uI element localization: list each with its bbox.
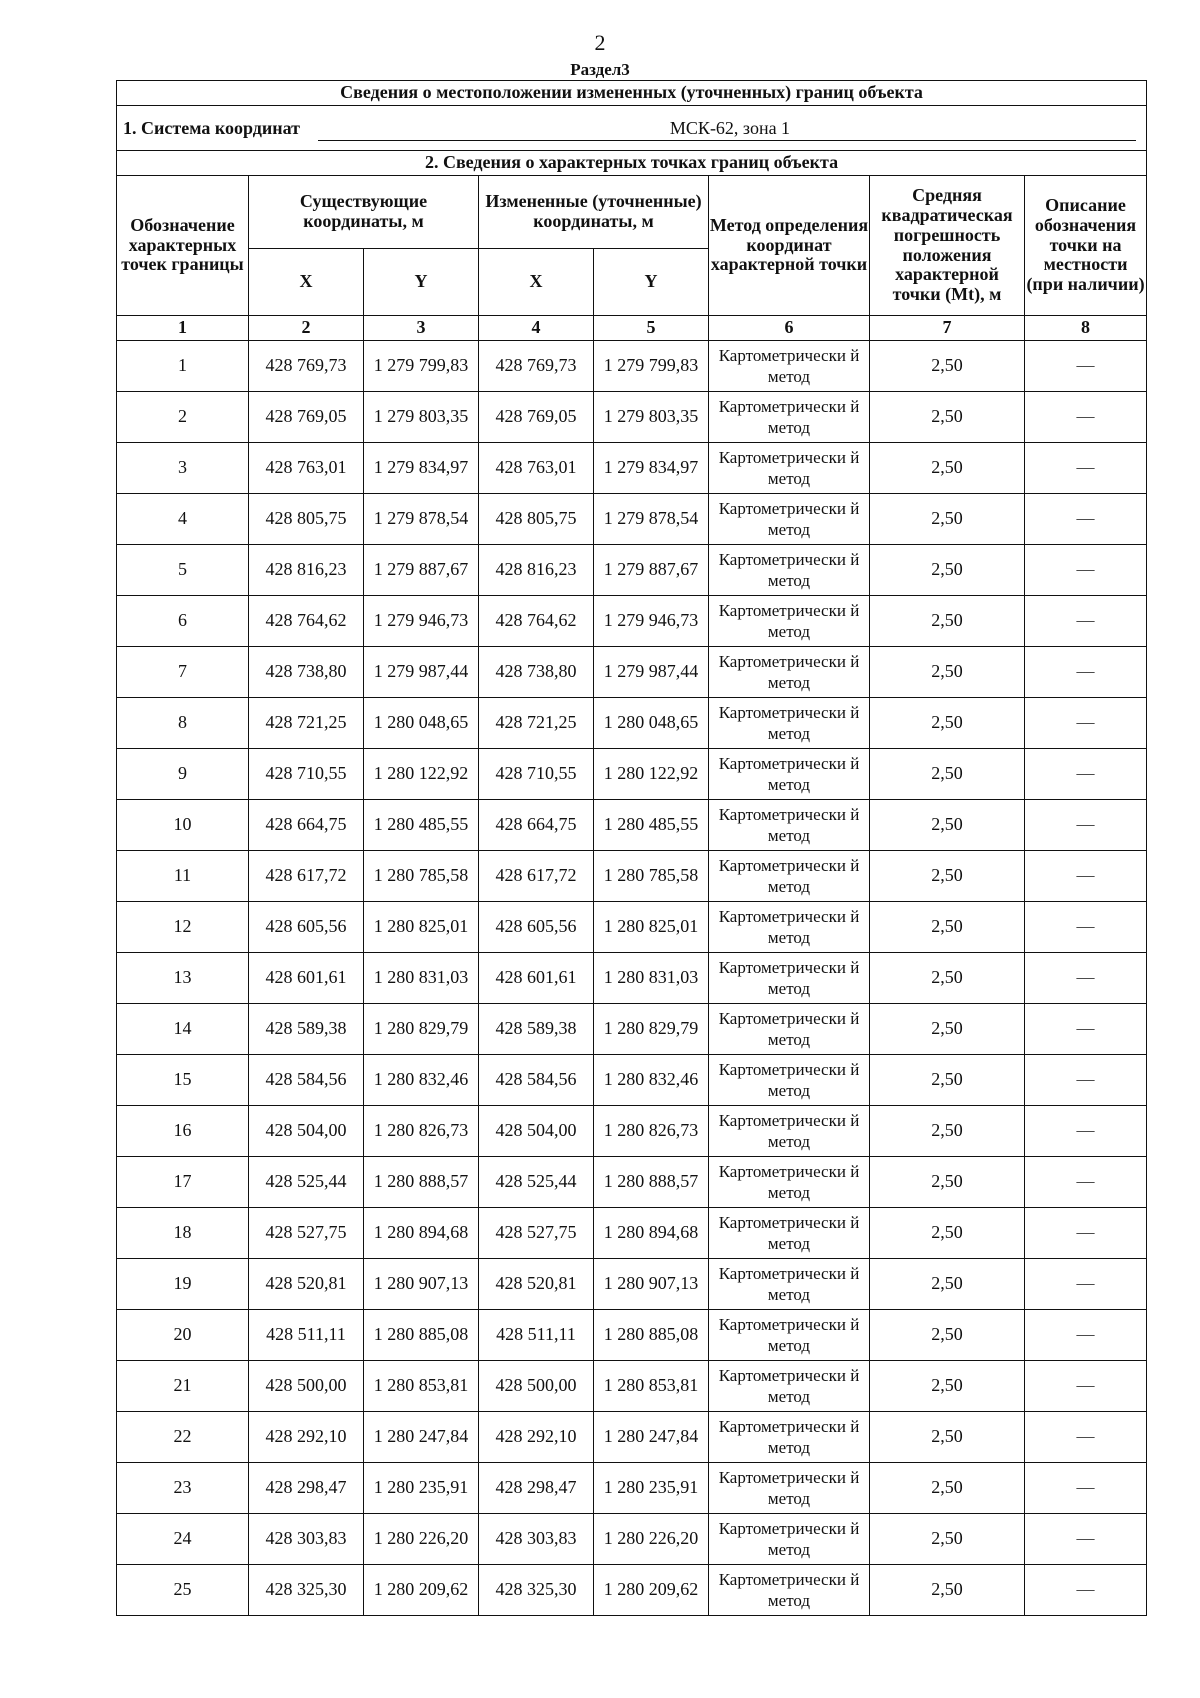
column-number: 7 [870, 316, 1025, 341]
column-number: 5 [594, 316, 709, 341]
existing-y-cell: 1 280 785,58 [364, 851, 479, 902]
table-row [117, 494, 1147, 545]
point-number-cell: 22 [117, 1412, 249, 1463]
description-cell: — [1025, 443, 1147, 494]
error-mt-cell: 2,50 [870, 1310, 1025, 1361]
changed-x-cell: 428 738,80 [479, 647, 594, 698]
method-cell: Картометрически й метод [709, 749, 870, 800]
changed-y-cell: 1 280 829,79 [594, 1004, 709, 1055]
changed-y-cell: 1 280 122,92 [594, 749, 709, 800]
point-number-cell: 11 [117, 851, 249, 902]
header-existing: Существующие координаты, м [249, 176, 479, 249]
changed-y-cell: 1 280 235,91 [594, 1463, 709, 1514]
existing-x-cell: 428 763,01 [249, 443, 364, 494]
changed-y-cell: 1 280 825,01 [594, 902, 709, 953]
existing-x-cell: 428 520,81 [249, 1259, 364, 1310]
error-mt-cell: 2,50 [870, 1208, 1025, 1259]
existing-x-cell: 428 710,55 [249, 749, 364, 800]
error-mt-cell: 2,50 [870, 1259, 1025, 1310]
column-number: 3 [364, 316, 479, 341]
table-row [117, 749, 1147, 800]
point-number-cell: 19 [117, 1259, 249, 1310]
existing-y-cell: 1 280 235,91 [364, 1463, 479, 1514]
existing-y-cell: 1 280 048,65 [364, 698, 479, 749]
changed-x-cell: 428 325,30 [479, 1565, 594, 1616]
table-row [117, 1106, 1147, 1157]
changed-y-cell: 1 280 831,03 [594, 953, 709, 1004]
point-number-cell: 24 [117, 1514, 249, 1565]
existing-y-cell: 1 280 831,03 [364, 953, 479, 1004]
table-row [117, 1157, 1147, 1208]
table-row [117, 1412, 1147, 1463]
method-cell: Картометрически й метод [709, 1412, 870, 1463]
changed-y-cell: 1 280 853,81 [594, 1361, 709, 1412]
changed-x-cell: 428 601,61 [479, 953, 594, 1004]
existing-x-cell: 428 601,61 [249, 953, 364, 1004]
point-number-cell: 25 [117, 1565, 249, 1616]
changed-y-cell: 1 280 826,73 [594, 1106, 709, 1157]
error-mt-cell: 2,50 [870, 1361, 1025, 1412]
changed-x-cell: 428 584,56 [479, 1055, 594, 1106]
point-number-cell: 9 [117, 749, 249, 800]
existing-y-cell: 1 280 226,20 [364, 1514, 479, 1565]
existing-x-cell: 428 500,00 [249, 1361, 364, 1412]
error-mt-cell: 2,50 [870, 545, 1025, 596]
table-row [117, 1259, 1147, 1310]
existing-x-cell: 428 617,72 [249, 851, 364, 902]
method-cell: Картометрически й метод [709, 1463, 870, 1514]
changed-x-cell: 428 520,81 [479, 1259, 594, 1310]
point-number-cell: 4 [117, 494, 249, 545]
changed-y-cell: 1 280 888,57 [594, 1157, 709, 1208]
existing-x-cell: 428 292,10 [249, 1412, 364, 1463]
description-cell: — [1025, 698, 1147, 749]
existing-y-cell: 1 279 799,83 [364, 341, 479, 392]
existing-x-cell: 428 298,47 [249, 1463, 364, 1514]
changed-y-cell: 1 279 803,35 [594, 392, 709, 443]
changed-y-cell: 1 280 885,08 [594, 1310, 709, 1361]
existing-x-cell: 428 721,25 [249, 698, 364, 749]
table-row [117, 1361, 1147, 1412]
changed-y-cell: 1 280 907,13 [594, 1259, 709, 1310]
error-mt-cell: 2,50 [870, 749, 1025, 800]
error-mt-cell: 2,50 [870, 1157, 1025, 1208]
existing-x-cell: 428 504,00 [249, 1106, 364, 1157]
point-number-cell: 6 [117, 596, 249, 647]
error-mt-cell: 2,50 [870, 1412, 1025, 1463]
description-cell: — [1025, 1004, 1147, 1055]
existing-x-cell: 428 584,56 [249, 1055, 364, 1106]
existing-y-cell: 1 280 829,79 [364, 1004, 479, 1055]
existing-y-cell: 1 280 247,84 [364, 1412, 479, 1463]
table-row [117, 1004, 1147, 1055]
error-mt-cell: 2,50 [870, 698, 1025, 749]
changed-x-cell: 428 664,75 [479, 800, 594, 851]
error-mt-cell: 2,50 [870, 1514, 1025, 1565]
changed-y-cell: 1 280 226,20 [594, 1514, 709, 1565]
changed-y-cell: 1 279 799,83 [594, 341, 709, 392]
description-cell: — [1025, 851, 1147, 902]
table-row [117, 1565, 1147, 1616]
error-mt-cell: 2,50 [870, 902, 1025, 953]
error-mt-cell: 2,50 [870, 953, 1025, 1004]
header-existing-x: X [249, 249, 364, 316]
header-changed-y: Y [594, 249, 709, 316]
point-number-cell: 16 [117, 1106, 249, 1157]
changed-x-cell: 428 511,11 [479, 1310, 594, 1361]
existing-x-cell: 428 664,75 [249, 800, 364, 851]
error-mt-cell: 2,50 [870, 800, 1025, 851]
point-number-cell: 18 [117, 1208, 249, 1259]
existing-y-cell: 1 280 853,81 [364, 1361, 479, 1412]
description-cell: — [1025, 1514, 1147, 1565]
existing-x-cell: 428 325,30 [249, 1565, 364, 1616]
method-cell: Картометрически й метод [709, 1310, 870, 1361]
changed-x-cell: 428 500,00 [479, 1361, 594, 1412]
method-cell: Картометрически й метод [709, 1208, 870, 1259]
coord-system-row [117, 106, 1147, 151]
existing-y-cell: 1 279 987,44 [364, 647, 479, 698]
existing-y-cell: 1 280 826,73 [364, 1106, 479, 1157]
column-number: 2 [249, 316, 364, 341]
coord-system-label: 1. Система координат [123, 117, 300, 138]
changed-y-cell: 1 280 485,55 [594, 800, 709, 851]
point-number-cell: 13 [117, 953, 249, 1004]
changed-y-cell: 1 279 834,97 [594, 443, 709, 494]
error-mt-cell: 2,50 [870, 1463, 1025, 1514]
method-cell: Картометрически й метод [709, 341, 870, 392]
method-cell: Картометрически й метод [709, 1157, 870, 1208]
column-number: 1 [117, 316, 249, 341]
header-designation: Обозначение характерных точек границы [117, 176, 249, 316]
table-row [117, 800, 1147, 851]
point-number-cell: 14 [117, 1004, 249, 1055]
header-description: Описание обозначения точки на местности (при наличии) [1025, 176, 1147, 316]
points-title: 2. Сведения о характерных точках границ объекта [117, 151, 1147, 176]
table-row [117, 545, 1147, 596]
changed-y-cell: 1 279 946,73 [594, 596, 709, 647]
existing-x-cell: 428 511,11 [249, 1310, 364, 1361]
column-number: 8 [1025, 316, 1147, 341]
existing-x-cell: 428 303,83 [249, 1514, 364, 1565]
description-cell: — [1025, 1055, 1147, 1106]
error-mt-cell: 2,50 [870, 341, 1025, 392]
method-cell: Картометрически й метод [709, 1004, 870, 1055]
method-cell: Картометрически й метод [709, 1514, 870, 1565]
table-row [117, 1208, 1147, 1259]
section-title: Раздел3 [570, 60, 630, 79]
existing-x-cell: 428 589,38 [249, 1004, 364, 1055]
method-cell: Картометрически й метод [709, 902, 870, 953]
description-cell: — [1025, 800, 1147, 851]
description-cell: — [1025, 1565, 1147, 1616]
description-cell: — [1025, 545, 1147, 596]
changed-x-cell: 428 605,56 [479, 902, 594, 953]
changed-y-cell: 1 280 209,62 [594, 1565, 709, 1616]
method-cell: Картометрически й метод [709, 800, 870, 851]
description-cell: — [1025, 596, 1147, 647]
error-mt-cell: 2,50 [870, 392, 1025, 443]
existing-y-cell: 1 280 825,01 [364, 902, 479, 953]
table-row [117, 443, 1147, 494]
existing-x-cell: 428 769,73 [249, 341, 364, 392]
column-number: 6 [709, 316, 870, 341]
error-mt-cell: 2,50 [870, 1106, 1025, 1157]
existing-y-cell: 1 280 122,92 [364, 749, 479, 800]
table-row [117, 953, 1147, 1004]
existing-y-cell: 1 280 885,08 [364, 1310, 479, 1361]
error-mt-cell: 2,50 [870, 647, 1025, 698]
error-mt-cell: 2,50 [870, 1055, 1025, 1106]
point-number-cell: 23 [117, 1463, 249, 1514]
changed-x-cell: 428 721,25 [479, 698, 594, 749]
coord-system-value: МСК-62, зона 1 [318, 119, 1136, 142]
description-cell: — [1025, 1361, 1147, 1412]
changed-x-cell: 428 617,72 [479, 851, 594, 902]
changed-y-cell: 1 280 785,58 [594, 851, 709, 902]
description-cell: — [1025, 1259, 1147, 1310]
existing-x-cell: 428 805,75 [249, 494, 364, 545]
point-number-cell: 8 [117, 698, 249, 749]
changed-y-cell: 1 280 832,46 [594, 1055, 709, 1106]
point-number-cell: 7 [117, 647, 249, 698]
point-number-cell: 3 [117, 443, 249, 494]
method-cell: Картометрически й метод [709, 545, 870, 596]
point-number-cell: 10 [117, 800, 249, 851]
error-mt-cell: 2,50 [870, 443, 1025, 494]
description-cell: — [1025, 341, 1147, 392]
point-number-cell: 17 [117, 1157, 249, 1208]
description-cell: — [1025, 1157, 1147, 1208]
table-row [117, 1310, 1147, 1361]
point-number-cell: 12 [117, 902, 249, 953]
description-cell: — [1025, 1412, 1147, 1463]
boundary-table [116, 80, 1147, 1616]
point-number-cell: 5 [117, 545, 249, 596]
changed-y-cell: 1 279 878,54 [594, 494, 709, 545]
description-cell: — [1025, 1310, 1147, 1361]
header-changed: Измененные (уточненные) координаты, м [479, 176, 709, 249]
method-cell: Картометрически й метод [709, 1565, 870, 1616]
header-method: Метод определения координат характерной точки [709, 176, 870, 316]
description-cell: — [1025, 1463, 1147, 1514]
method-cell: Картометрически й метод [709, 392, 870, 443]
table-row [117, 596, 1147, 647]
changed-x-cell: 428 764,62 [479, 596, 594, 647]
table-title: Сведения о местоположении измененных (уточненных) границ объекта [117, 81, 1147, 106]
changed-x-cell: 428 504,00 [479, 1106, 594, 1157]
existing-y-cell: 1 279 887,67 [364, 545, 479, 596]
existing-y-cell: 1 280 832,46 [364, 1055, 479, 1106]
existing-y-cell: 1 280 209,62 [364, 1565, 479, 1616]
error-mt-cell: 2,50 [870, 1565, 1025, 1616]
table-row [117, 851, 1147, 902]
changed-x-cell: 428 763,01 [479, 443, 594, 494]
table-row [117, 341, 1147, 392]
existing-y-cell: 1 279 946,73 [364, 596, 479, 647]
method-cell: Картометрически й метод [709, 698, 870, 749]
changed-x-cell: 428 805,75 [479, 494, 594, 545]
existing-y-cell: 1 280 888,57 [364, 1157, 479, 1208]
method-cell: Картометрически й метод [709, 596, 870, 647]
table-row [117, 1055, 1147, 1106]
existing-y-cell: 1 280 485,55 [364, 800, 479, 851]
existing-y-cell: 1 279 803,35 [364, 392, 479, 443]
existing-y-cell: 1 279 878,54 [364, 494, 479, 545]
point-number-cell: 15 [117, 1055, 249, 1106]
header-changed-x: X [479, 249, 594, 316]
error-mt-cell: 2,50 [870, 1004, 1025, 1055]
description-cell: — [1025, 1208, 1147, 1259]
header-existing-y: Y [364, 249, 479, 316]
point-number-cell: 21 [117, 1361, 249, 1412]
changed-x-cell: 428 816,23 [479, 545, 594, 596]
error-mt-cell: 2,50 [870, 851, 1025, 902]
changed-y-cell: 1 280 894,68 [594, 1208, 709, 1259]
existing-x-cell: 428 816,23 [249, 545, 364, 596]
table-row [117, 1463, 1147, 1514]
table-row [117, 698, 1147, 749]
changed-x-cell: 428 769,05 [479, 392, 594, 443]
description-cell: — [1025, 953, 1147, 1004]
point-number-cell: 1 [117, 341, 249, 392]
description-cell: — [1025, 1106, 1147, 1157]
changed-x-cell: 428 527,75 [479, 1208, 594, 1259]
changed-y-cell: 1 279 887,67 [594, 545, 709, 596]
changed-x-cell: 428 292,10 [479, 1412, 594, 1463]
existing-y-cell: 1 280 907,13 [364, 1259, 479, 1310]
changed-x-cell: 428 525,44 [479, 1157, 594, 1208]
point-number-cell: 20 [117, 1310, 249, 1361]
method-cell: Картометрически й метод [709, 953, 870, 1004]
description-cell: — [1025, 902, 1147, 953]
changed-y-cell: 1 280 048,65 [594, 698, 709, 749]
description-cell: — [1025, 647, 1147, 698]
method-cell: Картометрически й метод [709, 647, 870, 698]
existing-x-cell: 428 527,75 [249, 1208, 364, 1259]
changed-x-cell: 428 298,47 [479, 1463, 594, 1514]
table-row [117, 1514, 1147, 1565]
existing-y-cell: 1 279 834,97 [364, 443, 479, 494]
existing-y-cell: 1 280 894,68 [364, 1208, 479, 1259]
column-number: 4 [479, 316, 594, 341]
changed-x-cell: 428 303,83 [479, 1514, 594, 1565]
description-cell: — [1025, 494, 1147, 545]
method-cell: Картометрически й метод [709, 851, 870, 902]
method-cell: Картометрически й метод [709, 494, 870, 545]
changed-x-cell: 428 589,38 [479, 1004, 594, 1055]
existing-x-cell: 428 605,56 [249, 902, 364, 953]
table-row [117, 392, 1147, 443]
table-row [117, 902, 1147, 953]
description-cell: — [1025, 749, 1147, 800]
point-number-cell: 2 [117, 392, 249, 443]
description-cell: — [1025, 392, 1147, 443]
page-number: 2 [594, 30, 606, 55]
changed-y-cell: 1 279 987,44 [594, 647, 709, 698]
changed-y-cell: 1 280 247,84 [594, 1412, 709, 1463]
changed-x-cell: 428 710,55 [479, 749, 594, 800]
method-cell: Картометрически й метод [709, 1055, 870, 1106]
method-cell: Картометрически й метод [709, 443, 870, 494]
method-cell: Картометрически й метод [709, 1361, 870, 1412]
method-cell: Картометрически й метод [709, 1259, 870, 1310]
header-error: Средняя квадратическая погрешность положения характерной точки (Mt), м [870, 176, 1025, 316]
existing-x-cell: 428 525,44 [249, 1157, 364, 1208]
method-cell: Картометрически й метод [709, 1106, 870, 1157]
existing-x-cell: 428 764,62 [249, 596, 364, 647]
existing-x-cell: 428 738,80 [249, 647, 364, 698]
error-mt-cell: 2,50 [870, 494, 1025, 545]
existing-x-cell: 428 769,05 [249, 392, 364, 443]
table-row [117, 647, 1147, 698]
error-mt-cell: 2,50 [870, 596, 1025, 647]
changed-x-cell: 428 769,73 [479, 341, 594, 392]
